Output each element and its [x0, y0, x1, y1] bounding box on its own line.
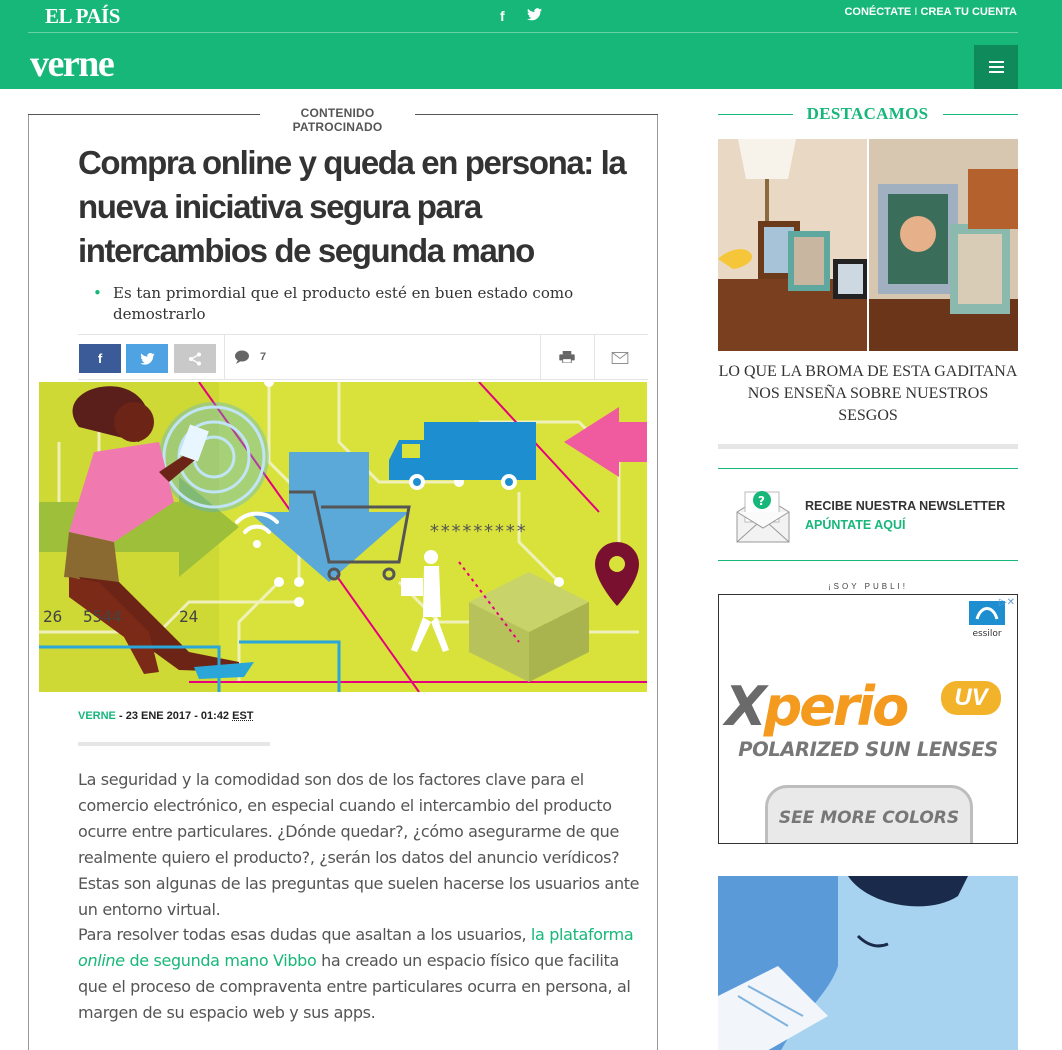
illustration-image — [718, 876, 1018, 1050]
ad-uv-badge: UV — [941, 681, 1001, 715]
ad-tagline: POLARIZED SUN LENSES — [738, 738, 998, 761]
newsletter-rule-top — [718, 468, 1018, 469]
article-paragraph — [78, 922, 648, 1026]
twitter-share-button[interactable] — [126, 344, 168, 373]
hero-illustration — [39, 382, 647, 692]
newsletter-envelope-icon — [735, 488, 791, 544]
ad-cta-button[interactable] — [765, 785, 973, 844]
twitter-icon[interactable] — [527, 8, 542, 21]
header-divider — [28, 32, 1018, 33]
featured-title: DESTACAMOS — [806, 104, 929, 123]
newsletter-signup-link[interactable]: APÚNTATE AQUÍ — [805, 518, 906, 532]
mail-icon[interactable] — [611, 352, 629, 364]
share-separator — [224, 335, 225, 379]
ad-cta-label: SEE MORE COLORS — [778, 808, 960, 828]
sponsored-label: CONTENIDO PATROCINADO — [260, 106, 415, 134]
newsletter-rule-bottom — [718, 560, 1018, 561]
share-icon — [188, 352, 202, 366]
featured-rule-right — [943, 114, 1018, 115]
comment-icon — [234, 350, 250, 364]
featured-image[interactable] — [718, 139, 1018, 351]
site-header — [0, 0, 1062, 89]
facebook-icon: f — [97, 351, 103, 366]
article-paragraph: La seguridad y la comodidad son dos de los factores clave para el comercio electrónico, en especial cuando el intercambio del producto ocurre entre particulares. ¿Dónde quedar?, ¿cómo asegurarme de que realmente quiero el producto?, ¿serán los datos del anuncio verídicos? Estas son algunas de las preguntas que suelen hacerse los usuarios ante un entorno virtual. — [78, 770, 640, 919]
featured-rule — [718, 444, 1018, 449]
byline-timezone: EST — [232, 710, 254, 722]
online-shopping-illustration — [39, 382, 647, 692]
share-separator — [540, 335, 541, 379]
register-link[interactable]: CREA TU CUENTA — [920, 6, 1017, 18]
article-title: Compra online y queda en persona: la nueva iniciativa segura para intercambios de segunda mano — [78, 144, 626, 269]
newsletter-title: RECIBE NUESTRA NEWSLETTER — [805, 499, 1006, 513]
ad-label: ¡SOY PUBLI! — [828, 582, 908, 591]
el-pais-logo[interactable]: EL PAÍS — [45, 4, 120, 28]
comments-link[interactable] — [234, 350, 266, 364]
article-subtitle — [95, 283, 615, 325]
hamburger-icon — [989, 61, 1004, 63]
ad-product-name: Xperio — [725, 675, 907, 738]
hero-number-b: 5544 — [83, 607, 122, 626]
sponsored-rule-left — [28, 114, 260, 115]
featured-rule-left — [718, 114, 793, 115]
facebook-share-button[interactable] — [79, 344, 121, 373]
account-links — [844, 6, 1017, 18]
twitter-icon — [140, 353, 155, 365]
ad-choices-icon[interactable]: ▷✕ — [998, 597, 1015, 608]
hero-number-c: 24 — [179, 607, 199, 626]
print-icon[interactable] — [558, 351, 576, 363]
svg-text:?: ? — [758, 494, 765, 508]
share-separator — [594, 335, 595, 379]
header-social-links — [500, 8, 542, 24]
paragraph-text: ha creado un espacio físico que facilita que el proceso de compraventa entre particulares ocurra en persona, al margen de su espacio web y sus apps. — [78, 951, 631, 1022]
paragraph-text: Para resolver todas esas dudas que asaltan a los usuarios, — [78, 925, 531, 944]
share-button[interactable] — [174, 344, 216, 373]
hero-number-a: 26 — [43, 607, 63, 626]
verne-logo[interactable]: verne — [30, 43, 114, 85]
login-link[interactable]: CONÉCTATE — [844, 6, 912, 18]
byline-source[interactable]: VERNE — [78, 710, 116, 722]
menu-button[interactable] — [974, 45, 1018, 89]
hero-password-text: ********* — [429, 521, 527, 542]
subtitle-text: Es tan primordial que el producto esté en buen estado como demostrarlo — [113, 284, 574, 323]
byline-rule — [78, 742, 270, 746]
sponsored-rule-right — [415, 114, 658, 115]
share-bar — [78, 334, 648, 380]
byline-date: 23 ENE 2017 - 01:42 — [125, 710, 230, 722]
advertisement-banner[interactable] — [718, 594, 1018, 844]
byline: VERNE - 23 ENE 2017 - 01:42 EST — [78, 710, 254, 722]
featured-caption[interactable]: LO QUE LA BROMA DE ESTA GADITANA NOS ENSEÑA SOBRE NUESTROS SESGOS — [718, 363, 1018, 424]
vibbo-link[interactable]: la plataforma online de segunda mano Vibbo — [78, 925, 634, 970]
account-separator: I — [914, 6, 918, 18]
comments-count: 7 — [260, 351, 267, 363]
secondary-ad-illustration[interactable] — [718, 876, 1018, 1050]
bullet-icon: • — [93, 284, 102, 302]
photo-frames-image — [718, 139, 1018, 351]
facebook-icon[interactable]: f — [500, 8, 505, 24]
ad-brand: essilor — [972, 629, 1002, 639]
